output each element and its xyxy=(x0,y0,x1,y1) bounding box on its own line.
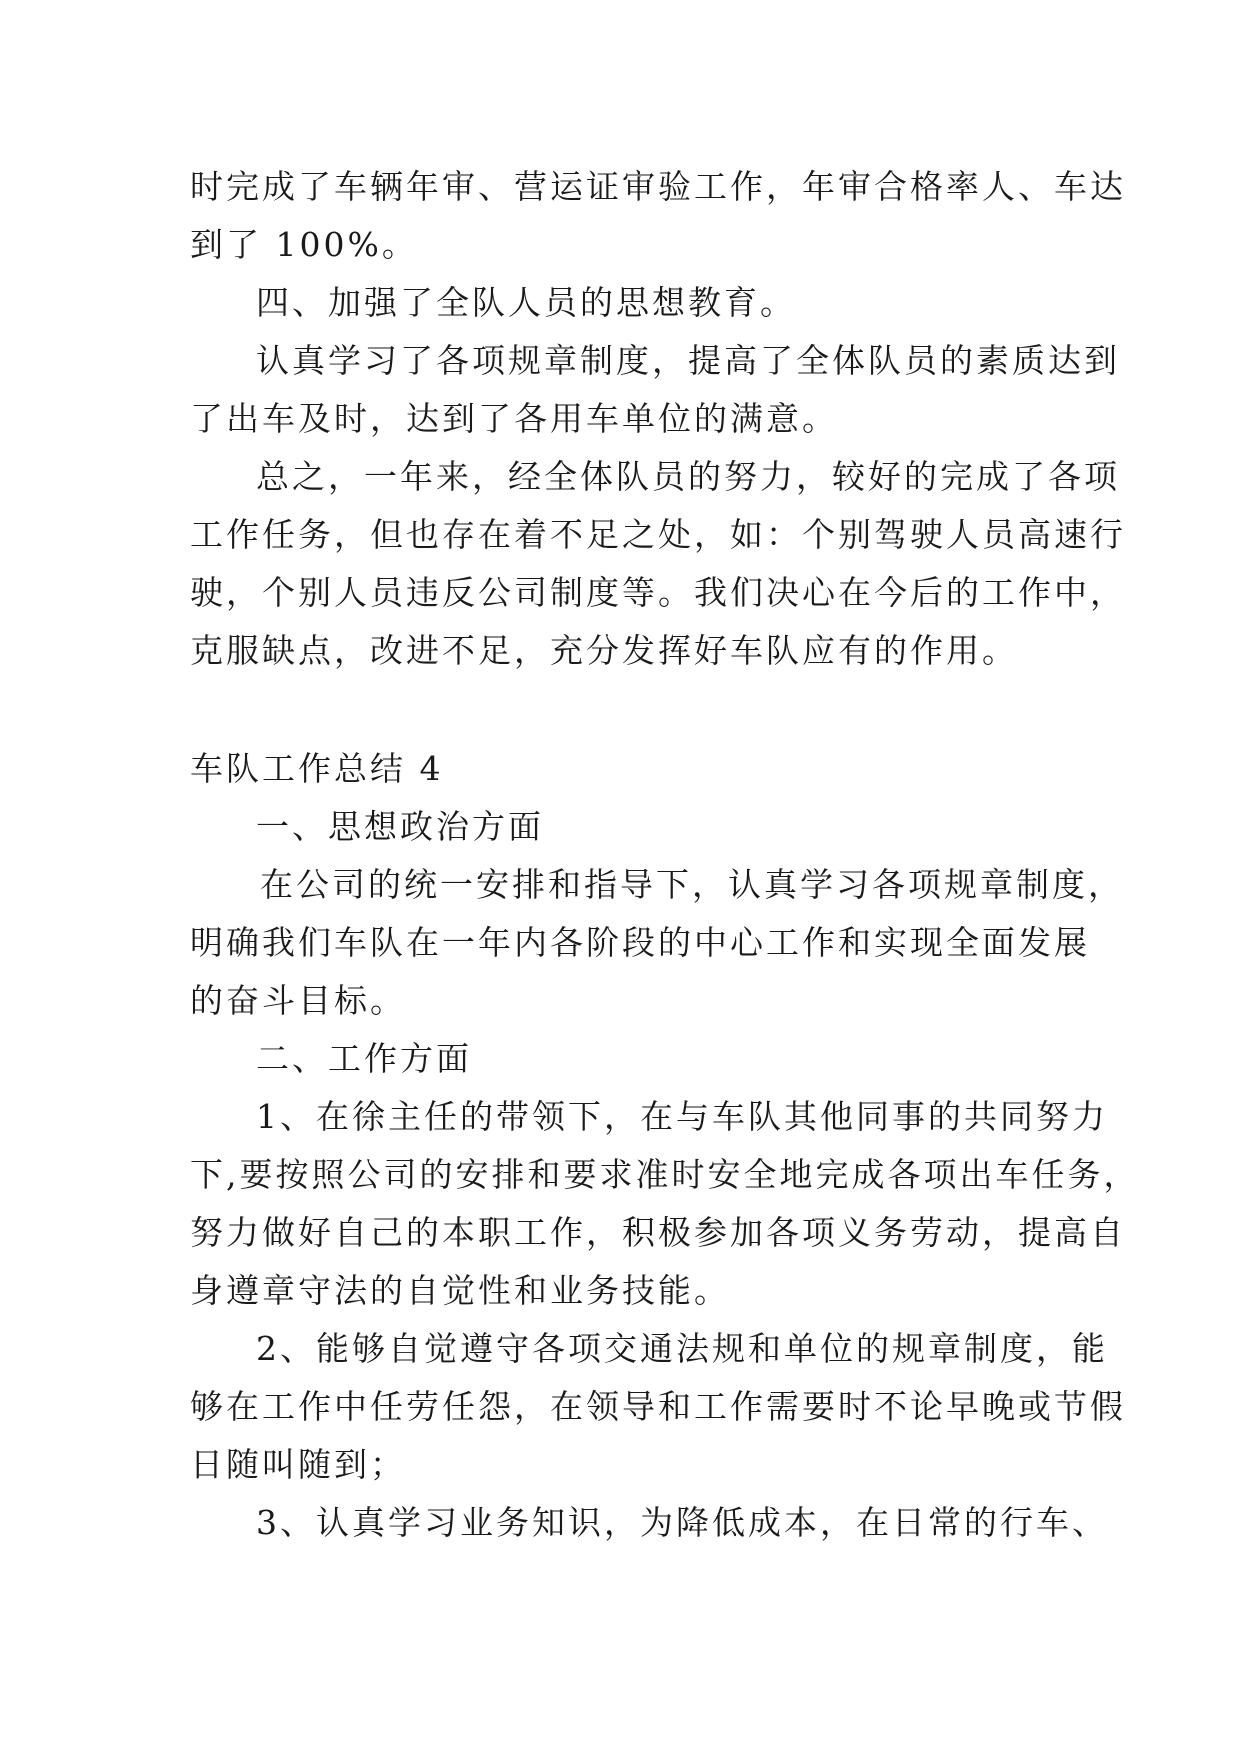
report-section-4 xyxy=(190,798,1140,1552)
paragraph-line: 在公司的统一安排和指导下，认真学习各项规章制度， xyxy=(260,865,1124,904)
paragraph-line: 努力做好自己的本职工作，积极参加各项义务劳动，提高自 xyxy=(190,1213,1126,1252)
paragraph-line: 3、认真学习业务知识，为降低成本，在日常的行车、 xyxy=(256,1503,1108,1542)
paragraph-line: 驶，个别人员违反公司制度等。我们决心在今后的工作中， xyxy=(190,573,1126,612)
paragraph-line: 1、在徐主任的带领下，在与车队其他同事的共同努力 xyxy=(256,1097,1108,1136)
paragraph-line: 够在工作中任劳任怨，在领导和工作需要时不论早晚或节假 xyxy=(190,1387,1126,1426)
heading-line: 一、思想政治方面 xyxy=(256,807,544,846)
paragraph-line: 到了 100%。 xyxy=(190,225,418,264)
paragraph-line: 认真学习了各项规章制度，提高了全体队员的素质达到 xyxy=(256,341,1120,380)
paragraph-line: 工作任务，但也存在着不足之处，如：个别驾驶人员高速行 xyxy=(190,515,1126,554)
paragraph-line: 总之，一年来，经全体队员的努力，较好的完成了各项 xyxy=(256,457,1120,496)
section-title-text: 车队工作总结 4 xyxy=(190,749,444,788)
paragraph-line: 下,要按照公司的安排和要求准时安全地完成各项出车任务， xyxy=(190,1155,1140,1194)
paragraph-line: 克服缺点，改进不足，充分发挥好车队应有的作用。 xyxy=(190,631,1018,670)
section-title xyxy=(190,740,1070,798)
heading-line: 二、工作方面 xyxy=(256,1039,472,1078)
paragraph-line: 身遵章守法的自觉性和业务技能。 xyxy=(190,1271,730,1310)
paragraph-line: 的奋斗目标。 xyxy=(190,981,406,1020)
heading-line: 四、加强了全队人员的思想教育。 xyxy=(256,283,796,322)
paragraph-line: 2、能够自觉遵守各项交通法规和单位的规章制度，能 xyxy=(256,1329,1108,1368)
paragraph-line: 日随叫随到； xyxy=(190,1445,406,1484)
paragraph-line: 明确我们车队在一年内各阶段的中心工作和实现全面发展 xyxy=(190,923,1090,962)
paragraph-line: 了出车及时，达到了各用车单位的满意。 xyxy=(190,399,838,438)
paragraph-line: 时完成了车辆年审、营运证审验工作，年审合格率人、车达 xyxy=(190,167,1126,206)
report-continuation xyxy=(190,158,1126,680)
